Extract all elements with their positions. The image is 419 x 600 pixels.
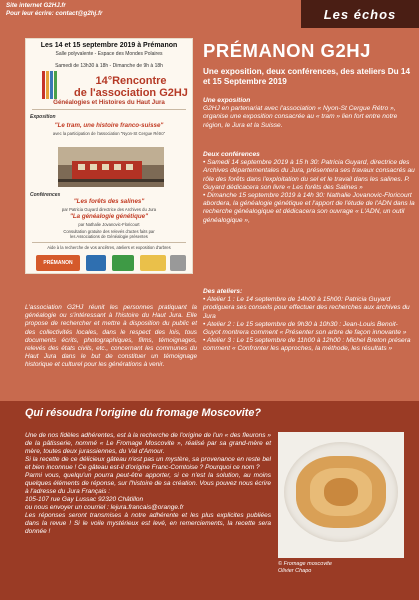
atelier-3: • Atelier 3 : Le 15 septembre de 11h00 à 12h00 : Michel Breton présera comment « Confronter les approches, la méthode, les résultats » [203,337,411,353]
expo-quote: "Le tram, une histoire franco-suisse" [54,122,164,129]
article-headline: PRÉMANON G2HJ [203,40,371,61]
tram-photo [58,147,164,187]
poster-place: Salle polyvalente - Espace des Mondes Polaires [55,51,163,57]
consult-2: les Associations de Généalogie présentes [70,234,148,239]
cake-photo [278,432,404,558]
moscovite-p2: Si la recette de ce délicieux gâteau n'est pas un mystère, sa provenance en reste bel et bien inconnue ! Ce gâteau est-il d'origine Franc-Comtoise ? Pourquoi ce nom ? [25,456,271,471]
moscovite-text [25,432,271,536]
conf-heading: Deux conférences [203,151,260,158]
article-subhead: Une exposition, deux conférences, des ateliers Du 14 et 15 Septembre 2019 [203,67,411,86]
moscovite-p1: Une de nos fidèles adhérentes, est à la recherche de l'origine de l'un « des fleurons » de la pâtisserie, nommé « Le Fromage Moscovite », réalisé par sa grand-mère et mère, toutes deux jurassiennes, du Val d'Amour. [25,432,271,455]
ateliers-heading: Des ateliers: [203,288,243,295]
ribbon-decoration [34,71,74,99]
conf-label: Conférences [30,192,61,198]
expo-heading: Une exposition [203,97,251,104]
moscovite-email[interactable]: ou nous envoyer un courriel : lejura.francais@orange.fr [25,504,184,511]
site-link[interactable]: Site internet G2HJ.fr [6,2,66,9]
expo-text: G2HJ en partenariat avec l'association « Nyon-St Cergue Rétro », organise une exposition consacrée au « tram » lien fort entre notre région, le Jura et la Suisse. [203,105,398,129]
sponsor-logos [32,255,186,271]
moscovite-address: 105-107 rue Gay Lussac 92320 Châtillon [25,496,144,503]
sponsor-logo [86,255,106,271]
moscovite-title: Qui résoudra l'origine du fromage Moscovite? [25,407,261,419]
sponsor-logo [170,255,186,271]
poster-hours: Samedi de 13h30 à 18h - Dimanche de 9h à 18h [55,63,163,69]
conf-sub-2: par Nathalie Jovanovic-Floricourt [78,222,140,227]
article-ateliers [203,288,415,354]
article-expo [203,97,415,130]
sponsor-logo [140,255,166,271]
conf-1: • Samedi 14 septembre 2019 à 15 h 30: Patricia Guyard, directrice des Archives départementales du Jura, présentera ses travaux consacrés au rôle des forêts dans l'exploitation du sel et le travail dans les salines. P. Guyard dédicacera son livre « Les forêts des Salines » [203,159,415,191]
divider [32,109,186,110]
conf-quote-2: "La généalogie génétique" [69,213,149,220]
divider [32,242,186,243]
moscovite-p3: Parmi vous, quelqu'un pourra peut-être apporter, si ce n'est la solution, au moins quelques éléments de réponse, sur l'histoire de sa création. Vous pouvez nous écrire à l'adresse du Jura Français : [25,472,271,495]
atelier-2: • Atelier 2 : Le 15 septembre de 9h30 à 10h30 : Jean-Louis Benoit-Guyot montrera comment « Présenter son arbre de façon innovante » [203,320,407,337]
poster-date: Les 14 et 15 septembre 2019 à Prémanon [40,42,178,49]
poster-title: 14°Rencontre de l'association G2HJ [74,75,188,99]
moscovite-p6: Les réponses seront transmises à notre adhérente et les plus explicites publiées dans la revue ! Si le voile mystérieux est levé, en remerciements, la recette sera donnée ! [25,512,271,535]
top-bar [0,0,419,36]
conf-2: • Dimanche 15 septembre 2019 à 14h 30: Nathalie Jovanovic-Floricourt abordera, la généalogie génétique et l'apport de l'étude de l'ADN dans la recherche généalogique et dédicacera son ouvrage « L'ADN, un outil généalogique », [203,192,415,224]
section-title: Les échos [301,0,419,28]
expo-label: Exposition [30,114,56,120]
photo-caption: © Fromage moscovite Olivier Chapo [278,561,332,574]
atelier-1: • Atelier 1 : Le 14 septembre de 14h00 à 15h00: Patricia Guyard prodiguera ses conseils pour effectuer des recherches aux archives du Jura [203,296,410,320]
consult-1: Consultation gratuite des relevés d'actes faits par [63,229,155,234]
sponsor-logo [112,255,134,271]
poster-aide: Aide à la recherche de vos ancêtres, ateliers et exposition d'arbres [47,245,171,250]
conf-sub-1: par Patricia Guyard directrice des Archives du Jura [61,207,157,212]
article-conferences [203,151,415,225]
conf-quote-1: "Les forêts des salines" [73,198,145,205]
poster-subtitle: Généalogies et Histoires du Haut Jura [53,99,165,106]
premanon-logo: PRÉMANON [36,255,80,271]
header-info [6,2,102,18]
event-poster [25,38,193,274]
contact-link[interactable]: Pour leur écrire: contact@g2hj.fr [6,10,103,17]
expo-sub: avec la participation de l'association "Nyon-St Cergue Rétro" [52,131,166,136]
association-description: L'association G2HJ réunit les personnes pratiquant la généalogie ou s'intéressant à l'histoire du Haut Jura. Elle propose de rechercher et mettre à disposition du public et des collectivités locales, dans le respect des lois, tous documents écrits, photographiques, films, témoignages, relevés des états civils, etc., concernant les communes du Haut Jura dans le but de constituer un témoignage historique et culturel pour les générations à venir. [25,304,197,369]
